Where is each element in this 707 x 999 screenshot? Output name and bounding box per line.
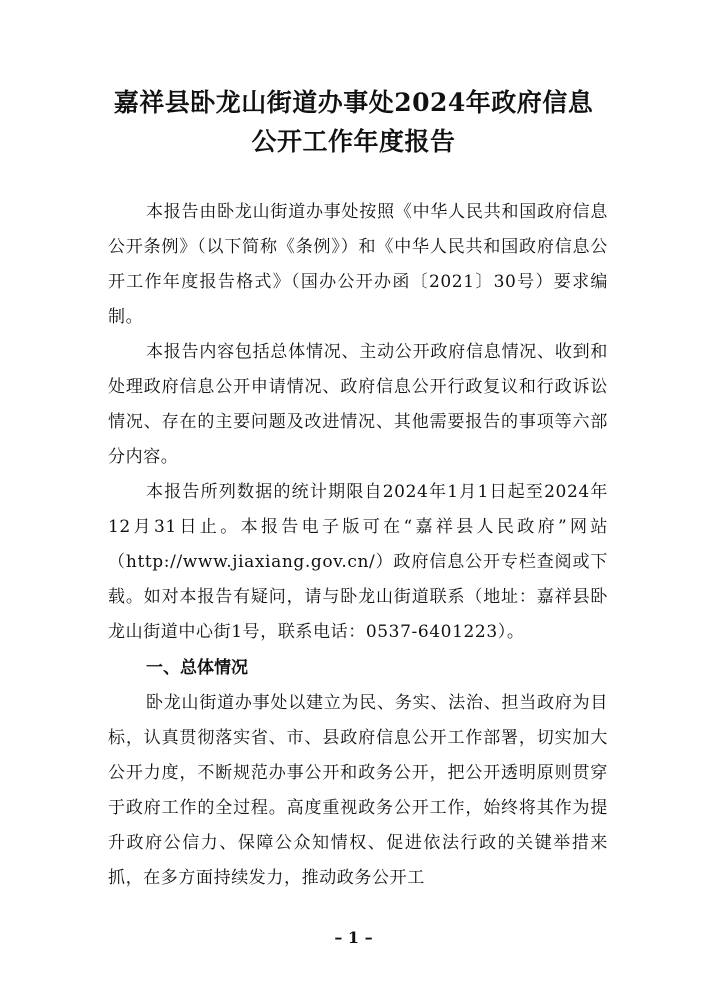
page-number: – 1 – xyxy=(334,928,373,947)
intro-paragraph-3: 本报告所列数据的统计期限自2024年1月1日起至2024年12月31日止。本报告电子版可在“嘉祥县人民政府”网站（http://www.jiaxiang.gov.cn/）政府信息公开专栏查阅或下载。如对本报告有疑问，请与卧龙山街道联系（地址：嘉祥县卧龙山街道中心街1号，联系电话：0537-6401223）。 xyxy=(108,482,608,642)
intro-paragraph-1: 本报告由卧龙山街道办事处按照《中华人民共和国政府信息公开条例》（以下简称《条例》）和《中华人民共和国政府信息公开工作年度报告格式》（国办公开办函〔2021〕30号）要求编制。 xyxy=(108,202,608,327)
document-title-line-2: 公开工作年度报告 xyxy=(251,127,456,156)
overview-paragraph: 卧龙山街道办事处以建立为民、务实、法治、担当政府为目标，认真贯彻落实省、市、县政府信息公开工作部署，切实加大公开力度，不断规范办事公开和政务公开，把公开透明原则贯穿于政府工作的全过程。高度重视政务公开工作，始终将其作为提升政府公信力、保障公众知情权、促进依法行政的关键举措来抓，在多方面持续发力，推动政务公开工 xyxy=(108,693,608,888)
document-title-line-1: 嘉祥县卧龙山街道办事处2024年政府信息 xyxy=(113,88,594,117)
intro-paragraph-2: 本报告内容包括总体情况、主动公开政府信息情况、收到和处理政府信息公开申请情况、政府信息公开行政复议和行政诉讼情况、存在的主要问题及改进情况、其他需要报告的事项等六部分内容。 xyxy=(108,342,608,467)
section-heading-overview: 一、总体情况 xyxy=(146,658,248,678)
